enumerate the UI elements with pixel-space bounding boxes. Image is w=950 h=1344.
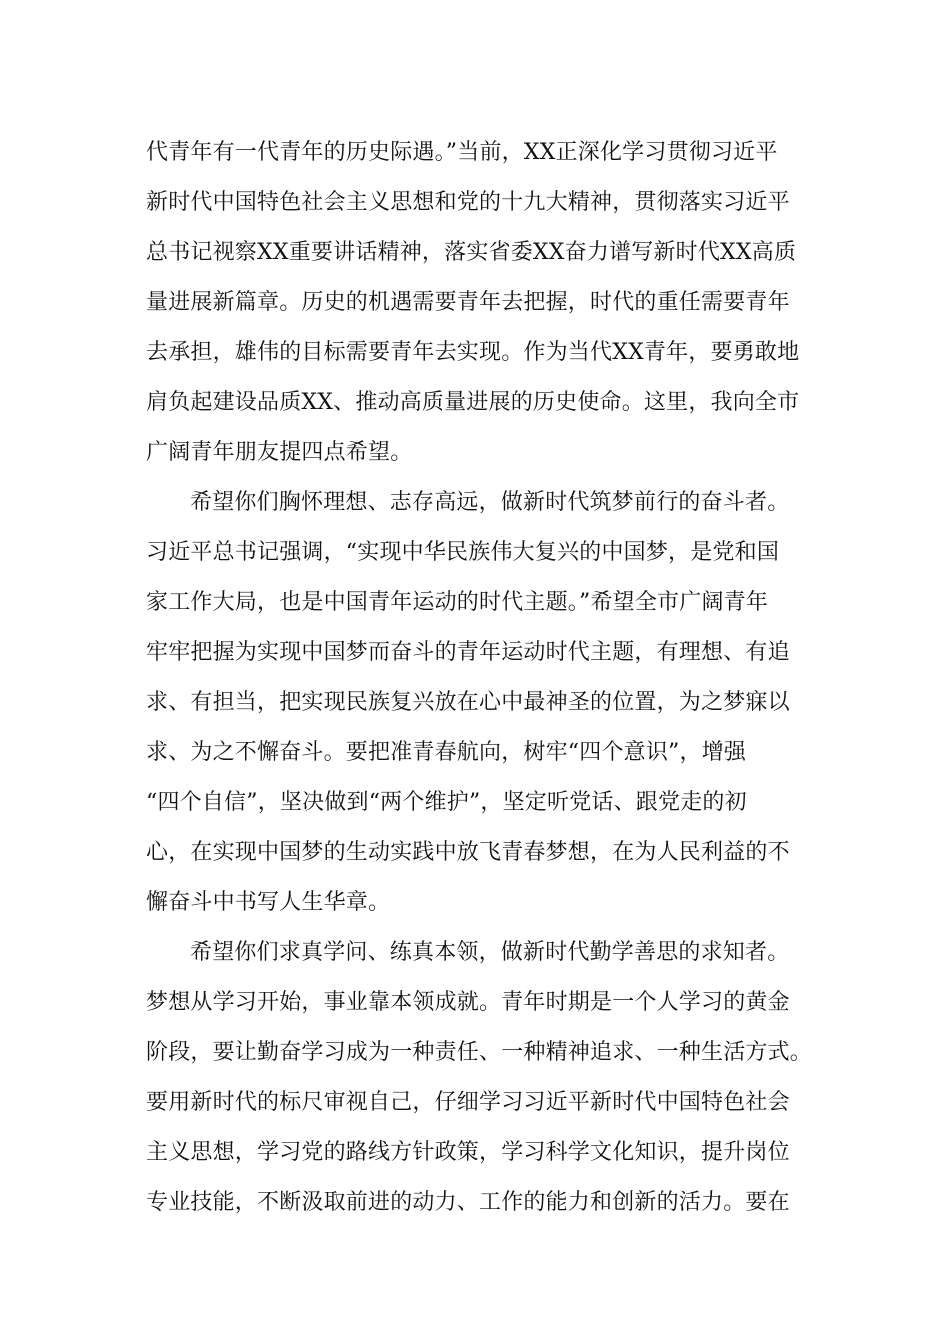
text-line: 求、有担当，把实现民族复兴放在心中最神圣的位置，为之梦寐以 — [146, 690, 790, 715]
text-line: 牢牢把握为实现中国梦而奋斗的青年运动时代主题，有理想、有追 — [146, 640, 790, 665]
text-line: 量进展新篇章。历史的机遇需要青年去把握，时代的重任需要青年 — [146, 290, 790, 315]
text-line: “四个自信”，坚决做到“两个维护”，坚定听党话、跟党走的初 — [146, 790, 747, 815]
text-line: 肩负起建设品质XX、推动高质量进展的历史使命。这里，我向全市 — [146, 390, 800, 415]
text-line: 阶段，要让勤奋学习成为一种责任、一种精神追求、一种生活方式。 — [146, 1040, 813, 1065]
text-line: 懈奋斗中书写人生华章。 — [146, 890, 391, 915]
text-line: 习近平总书记强调，“实现中华民族伟大复兴的中国梦，是党和国 — [146, 540, 780, 565]
text-line: 新时代中国特色社会主义思想和党的十九大精神，贯彻落实习近平 — [146, 190, 790, 215]
text-line: 心，在实现中国梦的生动实践中放飞青春梦想，在为人民利益的不 — [146, 840, 790, 865]
text-line: 要用新时代的标尺审视自己，仔细学习习近平新时代中国特色社会 — [146, 1090, 790, 1115]
text-line: 梦想从学习开始，事业靠本领成就。青年时期是一个人学习的黄金 — [146, 990, 790, 1015]
document-body — [146, 128, 846, 1228]
paragraph-heading-line: 希望你们求真学问、练真本领，做新时代勤学善思的求知者。 — [190, 940, 790, 965]
text-line: 总书记视察XX重要讲话精神，落实省委XX奋力谱写新时代XX高质 — [146, 240, 797, 265]
text-line: 家工作大局，也是中国青年运动的时代主题。”希望全市广阔青年 — [146, 590, 769, 615]
text-line: 代青年有一代青年的历史际遇。”当前，XX正深化学习贯彻习近平 — [146, 140, 778, 165]
text-line: 广阔青年朋友提四点希望。 — [146, 440, 413, 465]
text-line: 主义思想，学习党的路线方针政策，学习科学文化知识，提升岗位 — [146, 1140, 790, 1165]
paragraph-heading-line: 希望你们胸怀理想、志存高远，做新时代筑梦前行的奋斗者。 — [190, 490, 790, 515]
text-line: 专业技能，不断汲取前进的动力、工作的能力和创新的活力。要在 — [146, 1190, 790, 1215]
text-line: 去承担，雄伟的目标需要青年去实现。作为当代XX青年，要勇敢地 — [146, 340, 800, 365]
text-line: 求、为之不懈奋斗。要把准青春航向，树牢“四个意识”，增强 — [146, 740, 747, 765]
